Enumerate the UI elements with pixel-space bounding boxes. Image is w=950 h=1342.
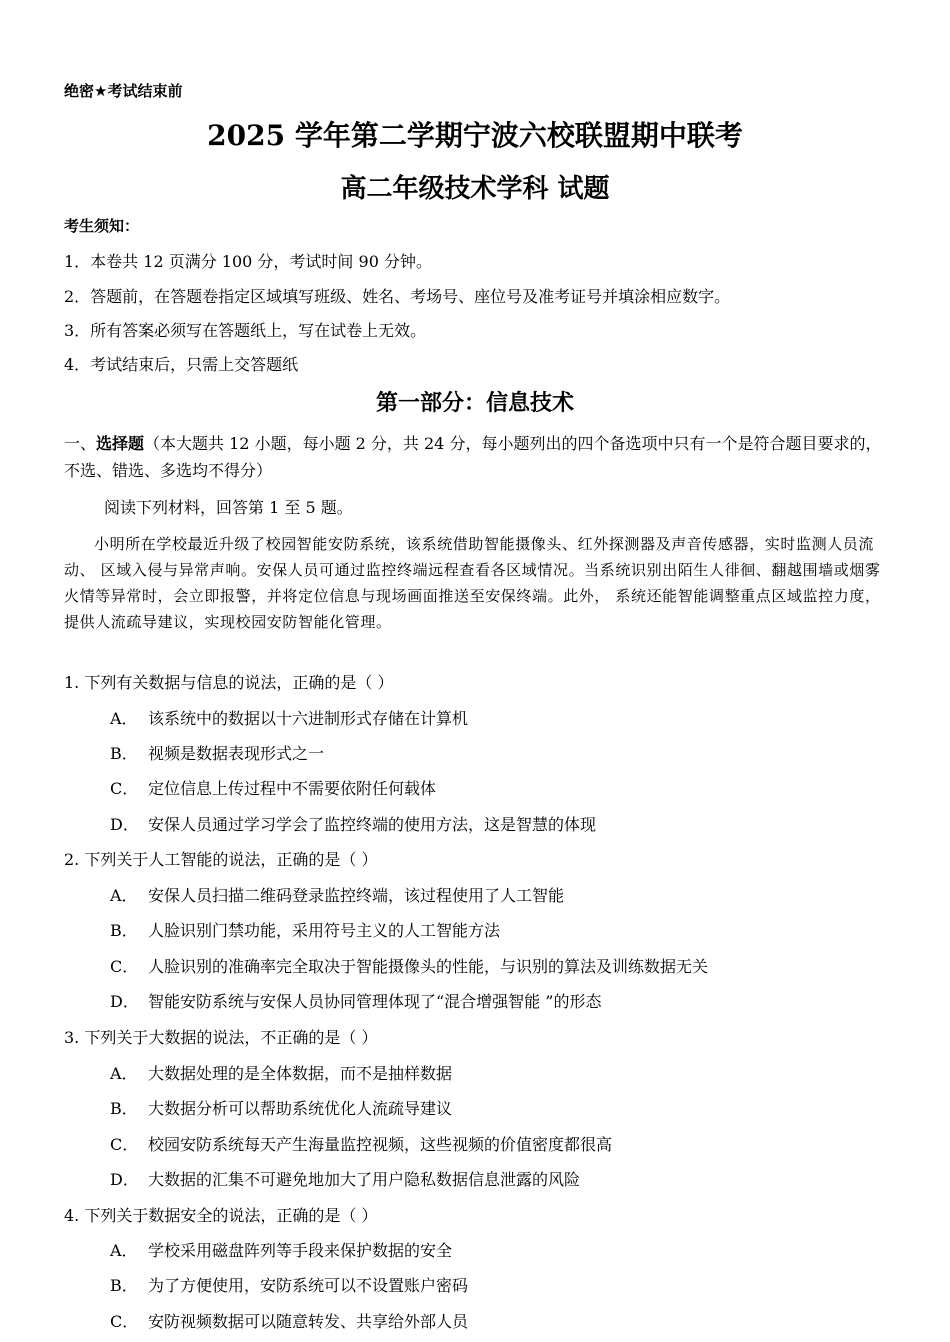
- option-letter: B．: [110, 921, 138, 940]
- option-letter: C．: [110, 1135, 139, 1154]
- option-letter: D．: [110, 992, 139, 1011]
- option-letter: C．: [110, 779, 139, 798]
- option-text: 安防视频数据可以随意转发、共享给外部人员: [148, 1312, 469, 1331]
- option-letter: B．: [110, 1276, 138, 1295]
- option-letter: A．: [110, 1241, 138, 1260]
- secret-mark: 绝密★考试结束前: [64, 82, 183, 100]
- option-text: 安保人员扫描二维码登录监控终端，该过程使用了人工智能: [148, 886, 565, 905]
- section-prefix: 一、: [64, 434, 97, 453]
- option-letter: B．: [110, 744, 138, 763]
- option: [110, 1061, 452, 1084]
- option-letter: A．: [110, 709, 138, 728]
- option-letter: B．: [110, 1099, 138, 1118]
- option-letter: A．: [110, 1064, 138, 1083]
- option: [110, 812, 596, 835]
- option: [110, 918, 500, 941]
- exam-subtitle: 高二年级技术学科 试题: [340, 174, 610, 204]
- question-stem: 4. 下列关于数据安全的说法，正确的是（ ）: [64, 1206, 378, 1225]
- option: [110, 1309, 468, 1332]
- question-stem: 2. 下列关于人工智能的说法，正确的是（ ）: [64, 850, 378, 869]
- option-letter: C．: [110, 957, 139, 976]
- option-text: 人脸识别的准确率完全取决于智能摄像头的性能，与识别的算法及训练数据无关: [148, 957, 709, 976]
- notice-heading: 考生须知：: [64, 217, 140, 235]
- option-letter: C．: [110, 1312, 139, 1331]
- option-text: 视频是数据表现形式之一: [148, 744, 325, 763]
- option-letter: D．: [110, 1170, 139, 1189]
- option-text: 大数据处理的是全体数据，而不是抽样数据: [148, 1064, 453, 1083]
- option: [110, 954, 708, 977]
- option: [110, 883, 564, 906]
- option: [110, 776, 436, 799]
- notice-item: 4．考试结束后，只需上交答题纸: [64, 355, 299, 374]
- section-name: 选择题: [96, 434, 145, 453]
- section-desc: （本大题共 12 小题，每小题 2 分，共 24 分，每小题列出的四个备选项中只有一个是符合题目要求的，不选、错选、多选均不得分）: [64, 434, 882, 480]
- reading-intro: 阅读下列材料，回答第 1 至 5 题。: [104, 498, 353, 517]
- option: [110, 706, 468, 729]
- option-text: 安保人员通过学习学会了监控终端的使用方法，这是智慧的体现: [148, 815, 597, 834]
- option-text: 校园安防系统每天产生海量监控视频，这些视频的价值密度都很高: [148, 1135, 613, 1154]
- exam-title: 2025 学年第二学期宁波六校联盟期中联考: [207, 119, 743, 152]
- option-letter: D．: [110, 815, 139, 834]
- section-intro: [64, 430, 894, 484]
- notice-item: 1．本卷共 12 页满分 100 分，考试时间 90 分钟。: [64, 252, 432, 271]
- option: [110, 741, 324, 764]
- option-text: 定位信息上传过程中不需要依附任何载体: [148, 779, 437, 798]
- option-text: 人脸识别门禁功能，采用符号主义的人工智能方法: [148, 921, 501, 940]
- notice-item: 3．所有答案必须写在答题纸上，写在试卷上无效。: [64, 321, 427, 340]
- notice-item: 2．答题前，在答题卷指定区域填写班级、姓名、考场号、座位号及准考证号并填涂相应数字。: [64, 287, 731, 306]
- question-stem: 3. 下列关于大数据的说法，不正确的是（ ）: [64, 1028, 378, 1047]
- option-text: 大数据的汇集不可避免地加大了用户隐私数据信息泄露的风险: [148, 1170, 581, 1189]
- option: [110, 1273, 468, 1296]
- option-text: 为了方便使用，安防系统可以不设置账户密码: [148, 1276, 469, 1295]
- option-text: 大数据分析可以帮助系统优化人流疏导建议: [148, 1099, 453, 1118]
- option-text: 学校采用磁盘阵列等手段来保护数据的安全: [148, 1241, 453, 1260]
- option-text: 该系统中的数据以十六进制形式存储在计算机: [148, 709, 469, 728]
- reading-material: 小明所在学校最近升级了校园智能安防系统，该系统借助智能摄像头、红外探测器及声音传感器，实时监测人员流动、 区域入侵与异常声响。安保人员可通过监控终端远程查看各区域情况。当系统识别出陌生人徘徊、翻越围墙或烟雾火情等异常时，会立即报警，并将定位信息与现场画面推送至安保终端。此外， 系统还能智能调整重点区域监控力度，提供人流疏导建议，实现校园安防智能化管理。: [64, 535, 881, 631]
- option: [110, 1132, 612, 1155]
- option-text: 智能安防系统与安保人员协同管理体现了“混合增强智能 ”的形态: [148, 992, 602, 1011]
- option: [110, 1096, 452, 1119]
- option: [110, 989, 601, 1012]
- part-title: 第一部分：信息技术: [375, 390, 574, 416]
- option: [110, 1238, 452, 1261]
- option: [110, 1167, 580, 1190]
- question-stem: 1. 下列有关数据与信息的说法，正确的是（ ）: [64, 673, 394, 692]
- option-letter: A．: [110, 886, 138, 905]
